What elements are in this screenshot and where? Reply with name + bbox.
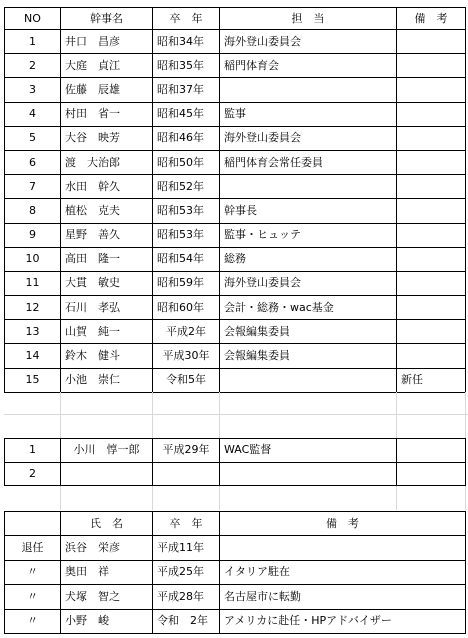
table-row: [5, 296, 466, 320]
cell-name: 浜谷 栄彦: [61, 536, 153, 561]
table-row: [5, 223, 466, 247]
header-name: 氏 名: [61, 512, 153, 536]
cell-name: 犬塚 智之: [61, 585, 153, 610]
cell-year: 平成11年: [153, 536, 220, 561]
cell-year: 昭和37年: [153, 78, 220, 102]
table-row: [5, 175, 466, 199]
cell-note: [397, 102, 466, 126]
table-row: [5, 320, 466, 344]
cell-role: 海外登山委員会: [220, 30, 397, 54]
cell-name: 星野 善久: [61, 223, 153, 247]
cell-name: 大貫 敏史: [61, 271, 153, 295]
table-row: [5, 150, 466, 174]
cell-name: 植松 克夫: [61, 199, 153, 223]
cell-note: 名古屋市に転勤: [220, 585, 466, 610]
cell-name: 渡 大治郎: [61, 150, 153, 174]
retired-table: [4, 511, 466, 634]
cell-name: 村田 省一: [61, 102, 153, 126]
cell-year: 平成29年: [153, 439, 220, 463]
cell-role: 海外登山委員会: [220, 126, 397, 150]
cell-status: 〃: [5, 560, 61, 585]
cell-year: 令和 2年: [153, 609, 220, 634]
cell-note: [397, 344, 466, 368]
cell-note: [397, 320, 466, 344]
cell-no: 1: [5, 30, 61, 54]
cell-status: 〃: [5, 585, 61, 610]
cell-note: [220, 536, 466, 561]
cell-year: 昭和50年: [153, 150, 220, 174]
cell-no: 2: [5, 462, 61, 486]
header-name: 幹事名: [61, 8, 153, 30]
cell-no: 12: [5, 296, 61, 320]
cell-note: [397, 223, 466, 247]
cell-year: 昭和45年: [153, 102, 220, 126]
cell-no: 1: [5, 439, 61, 463]
cell-note: [397, 271, 466, 295]
cell-year: 令和5年: [153, 368, 220, 392]
cell-role: [220, 368, 397, 392]
cell-note: [397, 78, 466, 102]
cell-year: 昭和46年: [153, 126, 220, 150]
cell-year: 昭和53年: [153, 223, 220, 247]
table-row: [5, 609, 466, 634]
cell-name: 小池 崇仁: [61, 368, 153, 392]
cell-name: 小野 峻: [61, 609, 153, 634]
cell-note: アメリカに赴任・HPアドバイザー: [220, 609, 466, 634]
table-row: [5, 78, 466, 102]
coach-table-body: [5, 439, 466, 486]
cell-no: 13: [5, 320, 61, 344]
cell-status: 退任: [5, 536, 61, 561]
cell-no: 3: [5, 78, 61, 102]
cell-no: 4: [5, 102, 61, 126]
table-row: [5, 344, 466, 368]
cell-role: [220, 462, 397, 486]
cell-note: [397, 126, 466, 150]
table-row: [5, 199, 466, 223]
officers-table: [4, 7, 466, 393]
cell-role: [220, 78, 397, 102]
header-role: 担 当: [220, 8, 397, 30]
cell-year: 昭和35年: [153, 54, 220, 78]
cell-year: 昭和54年: [153, 247, 220, 271]
officers-table-body: [5, 8, 466, 393]
header-year: 卒 年: [153, 512, 220, 536]
cell-no: 5: [5, 126, 61, 150]
cell-year: 平成28年: [153, 585, 220, 610]
table-row: [5, 271, 466, 295]
cell-no: 8: [5, 199, 61, 223]
cell-no: 9: [5, 223, 61, 247]
cell-role: 稲門体育会常任委員: [220, 150, 397, 174]
cell-name: 井口 昌彦: [61, 30, 153, 54]
cell-role: [220, 175, 397, 199]
cell-role: 会報編集委員: [220, 344, 397, 368]
cell-year: 平成2年: [153, 320, 220, 344]
cell-role: 海外登山委員会: [220, 271, 397, 295]
header-status: [5, 512, 61, 536]
table-row: [5, 560, 466, 585]
cell-role: 稲門体育会: [220, 54, 397, 78]
cell-note: イタリア駐在: [220, 560, 466, 585]
cell-role: 幹事長: [220, 199, 397, 223]
table-row: [5, 102, 466, 126]
table-row: [5, 462, 466, 486]
cell-note: [397, 150, 466, 174]
cell-name: 山賀 純一: [61, 320, 153, 344]
cell-no: 14: [5, 344, 61, 368]
table-header-row: [5, 512, 466, 536]
cell-name: 奥田 祥: [61, 560, 153, 585]
cell-name: 鈴木 健斗: [61, 344, 153, 368]
header-note: 備 考: [220, 512, 466, 536]
table-row: [5, 126, 466, 150]
cell-name: 佐藤 辰雄: [61, 78, 153, 102]
table-header-row: [5, 8, 466, 30]
cell-note: [397, 175, 466, 199]
blank-grid-area-2: [4, 486, 468, 510]
cell-year: [153, 462, 220, 486]
table-row: [5, 368, 466, 392]
cell-status: 〃: [5, 609, 61, 634]
cell-no: 10: [5, 247, 61, 271]
cell-note: [397, 296, 466, 320]
cell-role: WAC監督: [220, 439, 397, 463]
cell-year: 昭和59年: [153, 271, 220, 295]
cell-role: 会計・総務・wac基金: [220, 296, 397, 320]
cell-year: 昭和60年: [153, 296, 220, 320]
cell-no: 2: [5, 54, 61, 78]
cell-year: 昭和53年: [153, 199, 220, 223]
cell-year: 平成25年: [153, 560, 220, 585]
cell-no: 15: [5, 368, 61, 392]
table-row: [5, 54, 466, 78]
cell-note: [397, 462, 466, 486]
cell-year: 昭和34年: [153, 30, 220, 54]
blank-grid-area: [4, 392, 468, 438]
cell-note: [397, 439, 466, 463]
cell-year: 昭和52年: [153, 175, 220, 199]
cell-role: 総務: [220, 247, 397, 271]
cell-note: [397, 54, 466, 78]
header-year: 卒 年: [153, 8, 220, 30]
cell-no: 7: [5, 175, 61, 199]
cell-note: [397, 247, 466, 271]
cell-no: 6: [5, 150, 61, 174]
cell-note: [397, 30, 466, 54]
cell-role: 会報編集委員: [220, 320, 397, 344]
cell-name: [61, 462, 153, 486]
table-row: [5, 536, 466, 561]
cell-note: 新任: [397, 368, 466, 392]
cell-role: 監事・ヒュッテ: [220, 223, 397, 247]
cell-role: 監事: [220, 102, 397, 126]
cell-name: 大谷 映芳: [61, 126, 153, 150]
table-row: [5, 247, 466, 271]
cell-name: 水田 幹久: [61, 175, 153, 199]
cell-name: 石川 孝弘: [61, 296, 153, 320]
table-row: [5, 30, 466, 54]
cell-name: 大庭 貞江: [61, 54, 153, 78]
cell-year: 平成30年: [153, 344, 220, 368]
cell-name: 高田 隆一: [61, 247, 153, 271]
coach-table: [4, 438, 466, 486]
table-row: [5, 585, 466, 610]
retired-table-body: [5, 512, 466, 634]
cell-name: 小川 惇一郎: [61, 439, 153, 463]
table-row: [5, 439, 466, 463]
cell-note: [397, 199, 466, 223]
cell-no: 11: [5, 271, 61, 295]
header-note: 備 考: [397, 8, 466, 30]
header-no: NO: [5, 8, 61, 30]
